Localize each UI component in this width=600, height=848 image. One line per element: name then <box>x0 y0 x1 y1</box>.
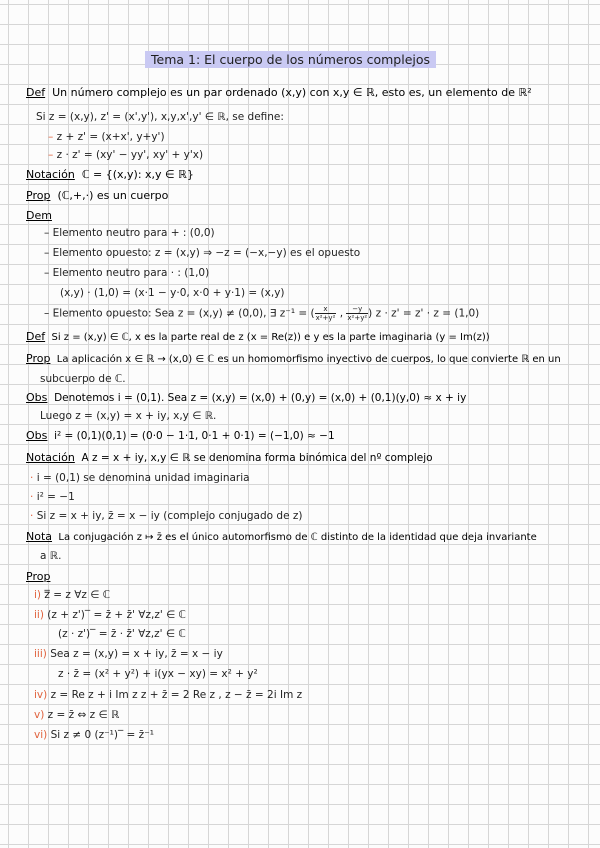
def-si: Si z = (x,y), z' = (x',y'), x,y,x',y' ∈ ℝ, se define: <box>36 111 284 123</box>
notation-line <box>26 168 194 182</box>
def-prod-line <box>48 148 203 162</box>
definition-line <box>26 86 532 100</box>
prop-item: ii) (z + z')‾ = z̄ + z̄' ∀z,z' ∈ ℂ <box>34 609 186 621</box>
prop2-text2: subcuerpo de ℂ. <box>40 373 126 385</box>
bullet-dash: – <box>48 131 54 143</box>
prop2-line <box>26 352 561 367</box>
prop-item: i) z̿ = z ∀z ∈ ℂ <box>34 589 111 601</box>
obs2-label: Obs <box>26 429 48 442</box>
def-sum-line <box>48 130 165 144</box>
prop2-text: La aplicación x ∈ ℝ → (x,0) ∈ ℂ es un homomorfismo inyectivo de cuerpos, lo que convierte ℝ en un <box>56 354 561 365</box>
notation-text: ℂ = {(x,y): x,y ∈ ℝ} <box>81 168 194 181</box>
notation2-i2: · i² = −1 <box>30 491 75 503</box>
bullet-dash: – <box>48 149 54 161</box>
dem-item: – Elemento neutro para · : (1,0) <box>44 267 210 279</box>
prop1-text: (ℂ,+,·) es un cuerpo <box>57 189 169 202</box>
title-highlight: Tema 1: El cuerpo de los números complejos <box>145 51 436 68</box>
nota-text2: a ℝ. <box>40 550 62 562</box>
obs1-line <box>26 391 466 405</box>
obs1-text: Denotemos i = (0,1). Sea z = (x,y) = (x,0) + (0,y) = (x,0) + (0,1)(y,0) ≈ x + iy <box>54 392 467 404</box>
def-prod: z · z' = (xy' − yy', xy' + y'x) <box>56 149 204 161</box>
obs2-text: i² = (0,1)(0,1) = (0·0 − 1·1, 0·1 + 0·1) = (−1,0) ≈ −1 <box>54 430 335 442</box>
fraction: $\frac{-y}{\text{x²+y²}}$ <box>347 305 368 322</box>
notation2-conj: · Si z = x + iy, z̄ = x − iy (complejo conjugado de z) <box>30 510 303 522</box>
prop3-label: Prop <box>26 570 51 583</box>
dem-item: – Elemento neutro para + : (0,0) <box>44 227 215 239</box>
nota-text: La conjugación z ↦ z̄ es el único automorfismo de ℂ distinto de la identidad que deja invariante <box>58 532 537 543</box>
dem-label: Dem <box>26 209 52 222</box>
obs1-label: Obs <box>26 391 48 404</box>
prop1-line <box>26 189 168 203</box>
fraction: $\frac{x}{\text{x²+y²}}$ <box>315 305 336 322</box>
nota-label: Nota <box>26 530 53 543</box>
prop2-label: Prop <box>26 352 51 365</box>
prop1-label: Prop <box>26 189 51 202</box>
def2-text: Si z = (x,y) ∈ ℂ, x es la parte real de z (x = Re(z)) e y es la parte imaginaria (y = Im(z)) <box>51 332 490 343</box>
nota-line <box>26 530 537 545</box>
prop-item: (z · z')‾ = z̄ · z̄' ∀z,z' ∈ ℂ <box>58 628 186 640</box>
prop-item: vi) Si z ≠ 0 (z⁻¹)‾ = z̄⁻¹ <box>34 729 154 741</box>
dem-item: – Elemento opuesto: z = (x,y) ⇒ −z = (−x,−y) es el opuesto <box>44 247 361 259</box>
def2-label: Def <box>26 330 46 343</box>
obs1-text2: Luego z = (x,y) = x + iy, x,y ∈ ℝ. <box>40 410 217 422</box>
prop-item: z · z̄ = (x² + y²) + i(yx − xy) = x² + y² <box>58 668 258 680</box>
def-label: Def <box>26 86 46 99</box>
notation2-label: Notación <box>26 451 75 464</box>
def-sum: z + z' = (x+x', y+y') <box>56 131 165 143</box>
page-title <box>145 53 436 67</box>
prop-item: v) z = z̄ ⇔ z ∈ ℝ <box>34 709 120 721</box>
prop-item: iii) Sea z = (x,y) = x + iy, z̄ = x − iy <box>34 648 223 660</box>
notation-label: Notación <box>26 168 75 181</box>
notation2-line <box>26 451 433 465</box>
dem-inverse: – Elemento opuesto: Sea z = (x,y) ≠ (0,0), ∃ z⁻¹ = ( $\frac{x}{\text{x²+y²}}$ , $\frac{-y}{\text{x²+y²}}$ ) z · z' = z' · z = (1,0) <box>44 305 480 322</box>
prop-item: iv) z = Re z + i Im z z + z̄ = 2 Re z , z − z̄ = 2i Im z <box>34 689 303 701</box>
def-text: Un número complejo es un par ordenado (x,y) con x,y ∈ ℝ, esto es, un elemento de ℝ² <box>52 86 532 99</box>
def2-line <box>26 330 490 345</box>
notation2-i: · i = (0,1) se denomina unidad imaginaria <box>30 472 250 484</box>
notation2-text: A z = x + iy, x,y ∈ ℝ se denomina forma binómica del nº complejo <box>81 452 433 464</box>
obs2-line <box>26 429 335 443</box>
dem-item: (x,y) · (1,0) = (x·1 − y·0, x·0 + y·1) = (x,y) <box>60 287 285 299</box>
